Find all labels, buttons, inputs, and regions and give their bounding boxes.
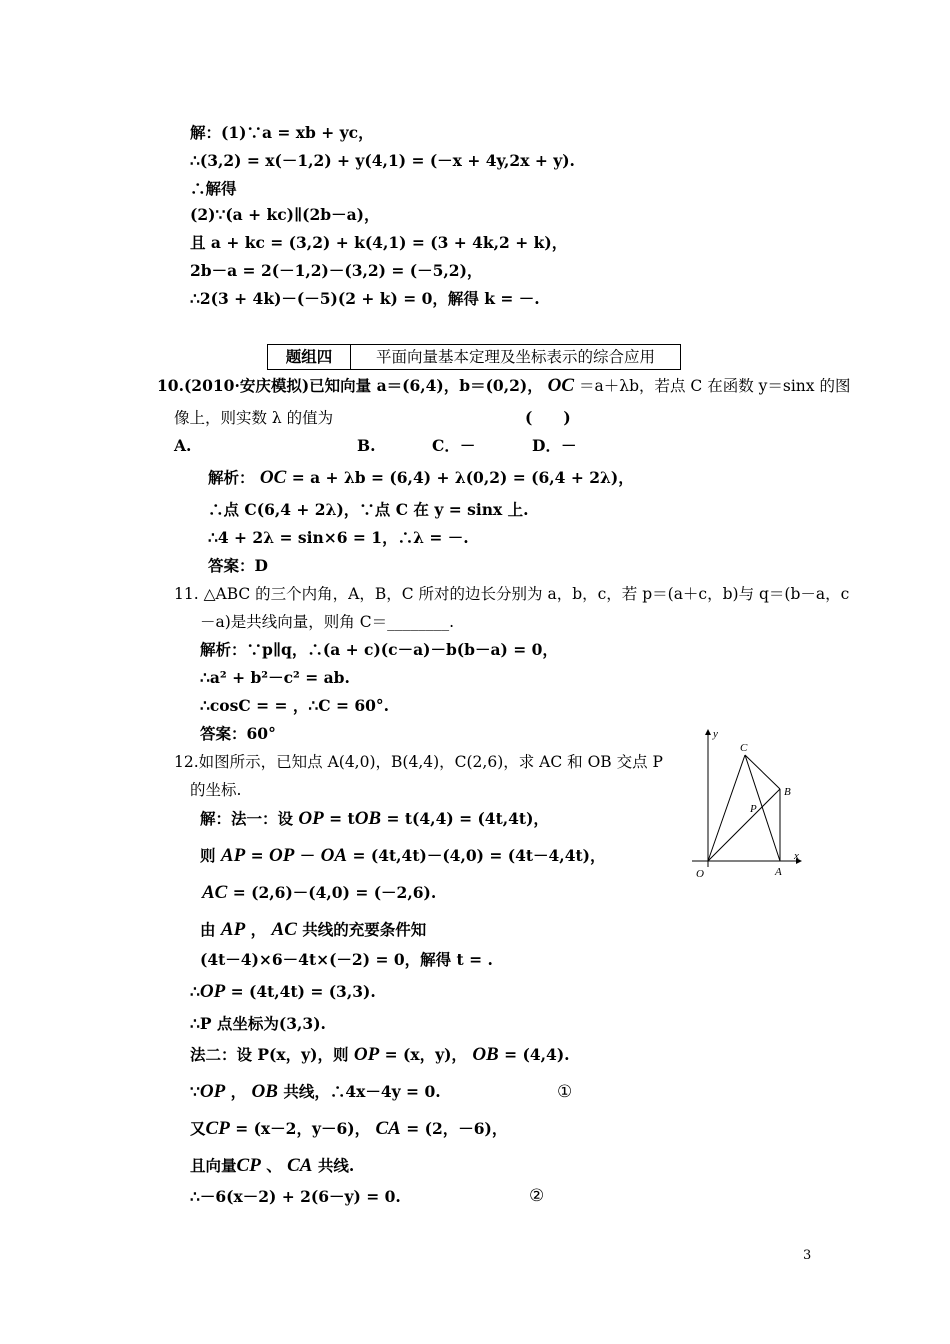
text: 共线，∴4x－4y = 0. bbox=[283, 1082, 441, 1101]
vector-cp: CP bbox=[205, 1118, 230, 1139]
q12-sol-line5: (4t－4)×6－4t×(－2) = 0，解得 t = . bbox=[200, 950, 493, 969]
text: = (x，y)， bbox=[384, 1045, 467, 1064]
text: = (4,4). bbox=[504, 1045, 570, 1064]
equation-marker-2: ② bbox=[529, 1186, 545, 1206]
q11-line2: －a)是共线向量，则角 C＝________. bbox=[200, 613, 455, 631]
q10-paren: ( ) bbox=[525, 408, 571, 427]
q10-analysis-pre: 解析： bbox=[208, 468, 255, 487]
section-label: 题组四 bbox=[268, 345, 351, 369]
q12-method2-line3 bbox=[190, 1119, 507, 1139]
q12-sol-line1 bbox=[200, 809, 549, 829]
text: = (4t,4t) = (3,3). bbox=[230, 982, 376, 1001]
text: = (4t,4t)－(4,0) = (4t－4,4t)， bbox=[352, 846, 606, 865]
q12-sol-line3 bbox=[202, 883, 436, 903]
text: ， bbox=[250, 920, 267, 939]
vector-ap: AP bbox=[220, 919, 246, 940]
text: 且向量 bbox=[190, 1156, 237, 1175]
segment-ob bbox=[708, 789, 780, 861]
q10-line1 bbox=[157, 376, 850, 396]
vector-ob: OB bbox=[251, 1081, 278, 1102]
text: 又 bbox=[190, 1119, 206, 1138]
q10-analysis-line2: ∴点 C(6,4 + 2λ)，∵点 C 在 y = sinx 上. bbox=[208, 500, 529, 519]
vector-op: OP bbox=[269, 845, 295, 866]
q11-line1: 11. △ABC 的三个内角，A，B，C 所对的边长分别为 a，b，c，若 p＝(a＋c，b)与 q＝(b－a，c bbox=[174, 585, 850, 603]
vector-op: OP bbox=[199, 1081, 226, 1102]
q11-answer: 答案：60° bbox=[200, 724, 276, 743]
section-header bbox=[267, 344, 681, 370]
q10-option-b: B. bbox=[357, 436, 376, 455]
q12-method2-line2 bbox=[190, 1082, 441, 1102]
page-number: 3 bbox=[803, 1248, 812, 1263]
text: ， bbox=[230, 1082, 247, 1101]
text: 解：法一：设 bbox=[200, 809, 294, 828]
equation-marker-1: ① bbox=[557, 1082, 573, 1102]
sol9-line5: 且 a + kc = (3,2) + k(4,1) = (3 + 4k,2 + k)， bbox=[190, 233, 568, 252]
q12-sol-line4 bbox=[200, 920, 426, 940]
vector-ap: AP bbox=[220, 845, 246, 866]
q12-sol-line6 bbox=[190, 982, 376, 1002]
q10-tail: ＝a＋λb，若点 C 在函数 y＝sinx 的图 bbox=[579, 377, 851, 395]
sol9-line3: ∴解得 bbox=[190, 179, 237, 198]
q10-answer: 答案：D bbox=[208, 556, 268, 575]
text: = bbox=[250, 846, 264, 865]
text: ∴ bbox=[190, 982, 200, 1001]
label-p: P bbox=[750, 803, 757, 815]
q11-analysis-line1: 解析：∵p∥q，∴(a + c)(c－a)－b(b－a) = 0， bbox=[200, 640, 558, 659]
vector-ac: AC bbox=[271, 919, 297, 940]
q10-option-a: A. bbox=[174, 436, 192, 455]
segment-oc bbox=[708, 755, 745, 861]
vector-op: OP bbox=[298, 808, 324, 829]
sol9-line6: 2b－a = 2(－1,2)－(3,2) = (－5,2)， bbox=[190, 261, 483, 280]
q10-line2: 像上，则实数 λ 的值为 bbox=[174, 409, 334, 427]
q12-method2-line4 bbox=[190, 1156, 354, 1176]
text: ∵ bbox=[190, 1082, 200, 1101]
text: 、 bbox=[266, 1156, 282, 1175]
vector-op: OP bbox=[199, 981, 226, 1002]
vector-ca: CA bbox=[375, 1118, 401, 1139]
vector-oc: OC bbox=[547, 375, 575, 396]
geometry-figure bbox=[688, 727, 808, 887]
q10-analysis-post: = a + λb = (6,4) + λ(0,2) = (6,4 + 2λ)， bbox=[291, 468, 634, 487]
q11-analysis-line2: ∴a² + b²－c² = ab. bbox=[200, 668, 350, 687]
text: 法二：设 P(x，y)，则 bbox=[190, 1045, 349, 1064]
text: = t bbox=[329, 809, 355, 828]
vector-oc: OC bbox=[259, 467, 287, 488]
q12-sol-line7: ∴P 点坐标为(3,3). bbox=[190, 1014, 326, 1033]
label-b: B bbox=[784, 786, 791, 798]
vector-cp: CP bbox=[236, 1155, 261, 1176]
vector-ca: CA bbox=[287, 1155, 313, 1176]
text: = t(4,4) = (4t,4t)， bbox=[386, 809, 549, 828]
label-c: C bbox=[740, 742, 748, 754]
section-title: 平面向量基本定理及坐标表示的综合应用 bbox=[375, 348, 655, 366]
text: 共线的充要条件知 bbox=[302, 920, 427, 939]
y-axis-arrow bbox=[705, 729, 711, 735]
q10-option-d: D．－ bbox=[532, 436, 577, 455]
text: 共线. bbox=[317, 1156, 355, 1175]
q11-analysis-line3: ∴cosC = = ，∴C = 60°. bbox=[200, 696, 390, 715]
sol9-line7: ∴2(3 + 4k)－(－5)(2 + k) = 0，解得 k = －. bbox=[190, 289, 540, 308]
vector-ac: AC bbox=[202, 882, 228, 903]
label-a: A bbox=[775, 866, 782, 878]
sol9-line2: ∴(3,2) = x(－1,2) + y(4,1) = (－x + 4y,2x + y). bbox=[190, 151, 575, 170]
sol9-line1: 解：(1)∵a = xb + yc， bbox=[190, 123, 374, 142]
text: = (2，－6)， bbox=[406, 1119, 508, 1138]
text: = (x－2，y－6)， bbox=[235, 1119, 371, 1138]
text: 由 bbox=[200, 920, 216, 939]
vector-oa: OA bbox=[320, 845, 348, 866]
vector-op: OP bbox=[353, 1044, 380, 1065]
q12-line1: 12.如图所示，已知点 A(4,0)，B(4,4)，C(2,6)，求 AC 和 OB 交点 P bbox=[174, 753, 663, 771]
q10-analysis-line3: ∴4 + 2λ = sin×6 = 1，∴λ = －. bbox=[208, 528, 469, 547]
q10-analysis-line1 bbox=[208, 468, 634, 488]
sol9-line4: (2)∵(a + kc)∥(2b－a)， bbox=[190, 205, 380, 224]
label-y: y bbox=[713, 728, 718, 740]
q12-method2-line1 bbox=[190, 1045, 570, 1065]
vector-ob: OB bbox=[354, 808, 382, 829]
q12-sol-line2 bbox=[200, 846, 605, 866]
q12-line2: 的坐标. bbox=[190, 781, 242, 799]
text: 则 bbox=[200, 846, 216, 865]
q10-head: 10.(2010·安庆模拟)已知向量 a＝(6,4)，b＝(0,2)， bbox=[157, 376, 543, 395]
label-o: O bbox=[696, 868, 704, 880]
label-x: x bbox=[794, 850, 799, 862]
text: = (2,6)－(4,0) = (－2,6). bbox=[232, 883, 437, 902]
text: － bbox=[299, 846, 316, 865]
q12-method2-line5: ∴－6(x－2) + 2(6－y) = 0. bbox=[190, 1187, 401, 1206]
q10-option-c: C．－ bbox=[432, 436, 476, 455]
vector-ob: OB bbox=[472, 1044, 499, 1065]
